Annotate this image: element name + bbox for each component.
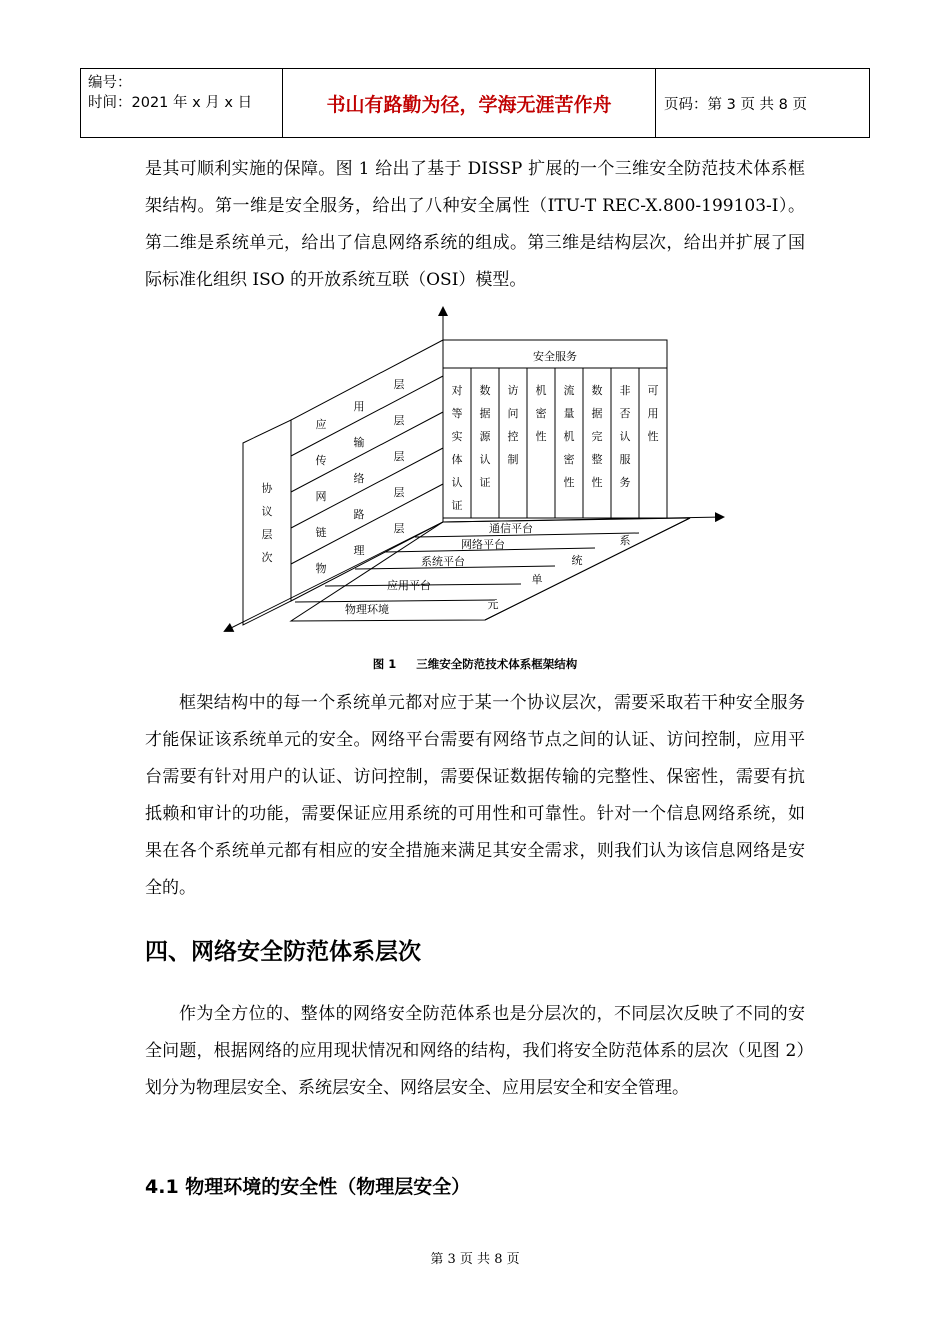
subsection-heading: 4.1 物理环境的安全性（物理层安全） (145, 1176, 471, 1198)
layer-label-char: 层 (393, 378, 405, 391)
unit-axis-char: 统 (571, 554, 583, 567)
protocol-axis-char: 议 (261, 505, 273, 518)
layer-label-char: 物 (315, 562, 327, 575)
header-number: 编号： (88, 75, 132, 91)
service-label-char: 体 (451, 453, 463, 466)
protocol-axis-panel (243, 420, 291, 625)
service-label-char: 用 (647, 407, 659, 420)
figure-caption (145, 656, 805, 672)
layer-label-char: 路 (353, 508, 365, 521)
layer-label-char: 用 (353, 400, 365, 413)
service-label-char: 完 (591, 430, 603, 443)
unit-axis-char: 系 (619, 534, 631, 547)
header-divider (80, 69, 81, 137)
service-label-char: 整 (591, 453, 603, 466)
service-label-char: 对 (451, 384, 463, 397)
service-label-char: 性 (535, 430, 547, 443)
layer-label-char: 网 (315, 490, 327, 503)
figure-caption-number: 图 1 (372, 657, 397, 671)
header-page-number: 页码：第 3 页 共 8 页 (664, 96, 807, 113)
service-label-char: 机 (535, 384, 547, 397)
header-motto: 书山有路勤为径，学海无涯苦作舟 (326, 93, 612, 116)
service-label (564, 383, 575, 489)
service-header-label: 安全服务 (533, 350, 577, 363)
service-label-char: 密 (563, 453, 575, 466)
service-label-char: 流 (563, 384, 575, 397)
service-label-char: 否 (619, 407, 631, 420)
service-label-char: 制 (507, 453, 519, 466)
service-label-char: 访 (507, 384, 519, 397)
layer-label-char: 层 (393, 486, 405, 499)
unit-axis-char: 单 (531, 573, 543, 586)
service-label-char: 认 (479, 453, 491, 466)
section-heading: 四、网络安全防范体系层次 (145, 939, 421, 965)
header-divider (655, 69, 656, 137)
service-label (508, 384, 519, 466)
header-date: 时间：2021 年 x 月 x 日 (88, 95, 253, 111)
service-label-char: 量 (563, 407, 575, 420)
layer-labels (316, 378, 405, 575)
platform-label: 物理环境 (345, 603, 389, 616)
protocol-axis-label (262, 481, 274, 564)
platform-label: 网络平台 (461, 538, 505, 551)
service-label (620, 383, 631, 489)
service-label-char: 据 (479, 407, 491, 420)
layer-label-char: 传 (315, 454, 327, 467)
body-paragraph-1: 是其可顺利实施的保障。图 1 给出了基于 DISSP 扩展的一个三维安全防范技术体系框架结构。第一维是安全服务，给出了八种安全属性（ITU-T REC-X.800-199103-I）。第二维是系统单元，给出了信息网络系统的组成。第三维是结构层次，给出并扩展了国际标准化组织 ISO 的开放系统互联（OSI）模型。 (145, 159, 805, 290)
layer-label-char: 层 (393, 414, 405, 427)
figure-1 (215, 300, 745, 645)
service-label-char: 等 (451, 407, 463, 420)
service-label (480, 383, 492, 489)
service-label-char: 源 (479, 430, 491, 443)
figure-caption-text: 三维安全防范技术体系框架结构 (416, 657, 578, 671)
protocol-axis-char: 次 (261, 551, 273, 564)
service-label-char: 认 (451, 476, 463, 489)
layer-label-char: 应 (315, 418, 327, 431)
service-label-char: 性 (563, 476, 575, 489)
service-label-char: 数 (591, 384, 603, 397)
service-label-char: 密 (535, 407, 547, 420)
platform-label: 系统平台 (421, 555, 465, 568)
service-label-char: 务 (619, 476, 631, 489)
service-label-char: 非 (619, 384, 631, 397)
service-label (452, 383, 463, 512)
service-label (648, 384, 659, 443)
service-label-char: 控 (507, 430, 519, 443)
layer-label-char: 输 (353, 436, 365, 449)
layer-label-char: 层 (393, 522, 405, 535)
layer-label-char: 络 (353, 472, 365, 485)
platform-label: 通信平台 (489, 522, 533, 535)
page-footer: 第 3 页 共 8 页 (430, 1252, 520, 1267)
service-label-char: 实 (451, 430, 463, 443)
header-meta (88, 73, 252, 113)
depth-axis (225, 522, 443, 631)
layer-label-char: 理 (353, 544, 365, 557)
service-label-char: 认 (619, 430, 631, 443)
three-dimensional-framework-diagram (215, 300, 745, 645)
header-divider (869, 69, 870, 137)
body-paragraph-2: 框架结构中的每一个系统单元都对应于某一个协议层次，需要采取若干种安全服务才能保证该系统单元的安全。网络平台需要有网络节点之间的认证、访问控制，应用平台需要有针对用户的认证、访问控制，需要保证数据传输的完整性、保密性，需要有抗抵赖和审计的功能，需要保证应用系统的可用性和可靠性。针对一个信息网络系统，如果在各个系统单元都有相应的安全措施来满足其安全需求，则我们认为该信息网络是安全的。 (145, 693, 805, 898)
layer-label-char: 链 (315, 526, 327, 539)
service-label-char: 可 (647, 384, 659, 397)
service-label (536, 383, 547, 443)
service-label-char: 服 (619, 453, 631, 466)
page-header (80, 68, 870, 138)
body-paragraph-3: 作为全方位的、整体的网络安全防范体系也是分层次的，不同层次反映了不同的安全问题，根据网络的应用现状情况和网络的结构，我们将安全防范体系的层次（见图 2）划分为物理层安全、系统层安全、网络层安全、应用层安全和安全管理。 (145, 1004, 805, 1098)
service-label-char: 问 (507, 407, 519, 420)
service-label (592, 383, 603, 489)
service-label-char: 证 (451, 499, 463, 512)
layer-label-char: 层 (393, 450, 405, 463)
unit-axis-label (488, 533, 631, 611)
service-label-char: 据 (591, 407, 603, 420)
service-label-char: 性 (591, 476, 603, 489)
service-label-char: 证 (479, 476, 491, 489)
protocol-axis-char: 层 (261, 528, 273, 541)
service-label-char: 性 (647, 430, 659, 443)
service-label-char: 数 (479, 384, 491, 397)
protocol-axis-char: 协 (261, 482, 273, 495)
platform-label: 应用平台 (387, 579, 431, 592)
unit-axis-char: 元 (487, 598, 499, 611)
service-label-char: 机 (563, 430, 575, 443)
